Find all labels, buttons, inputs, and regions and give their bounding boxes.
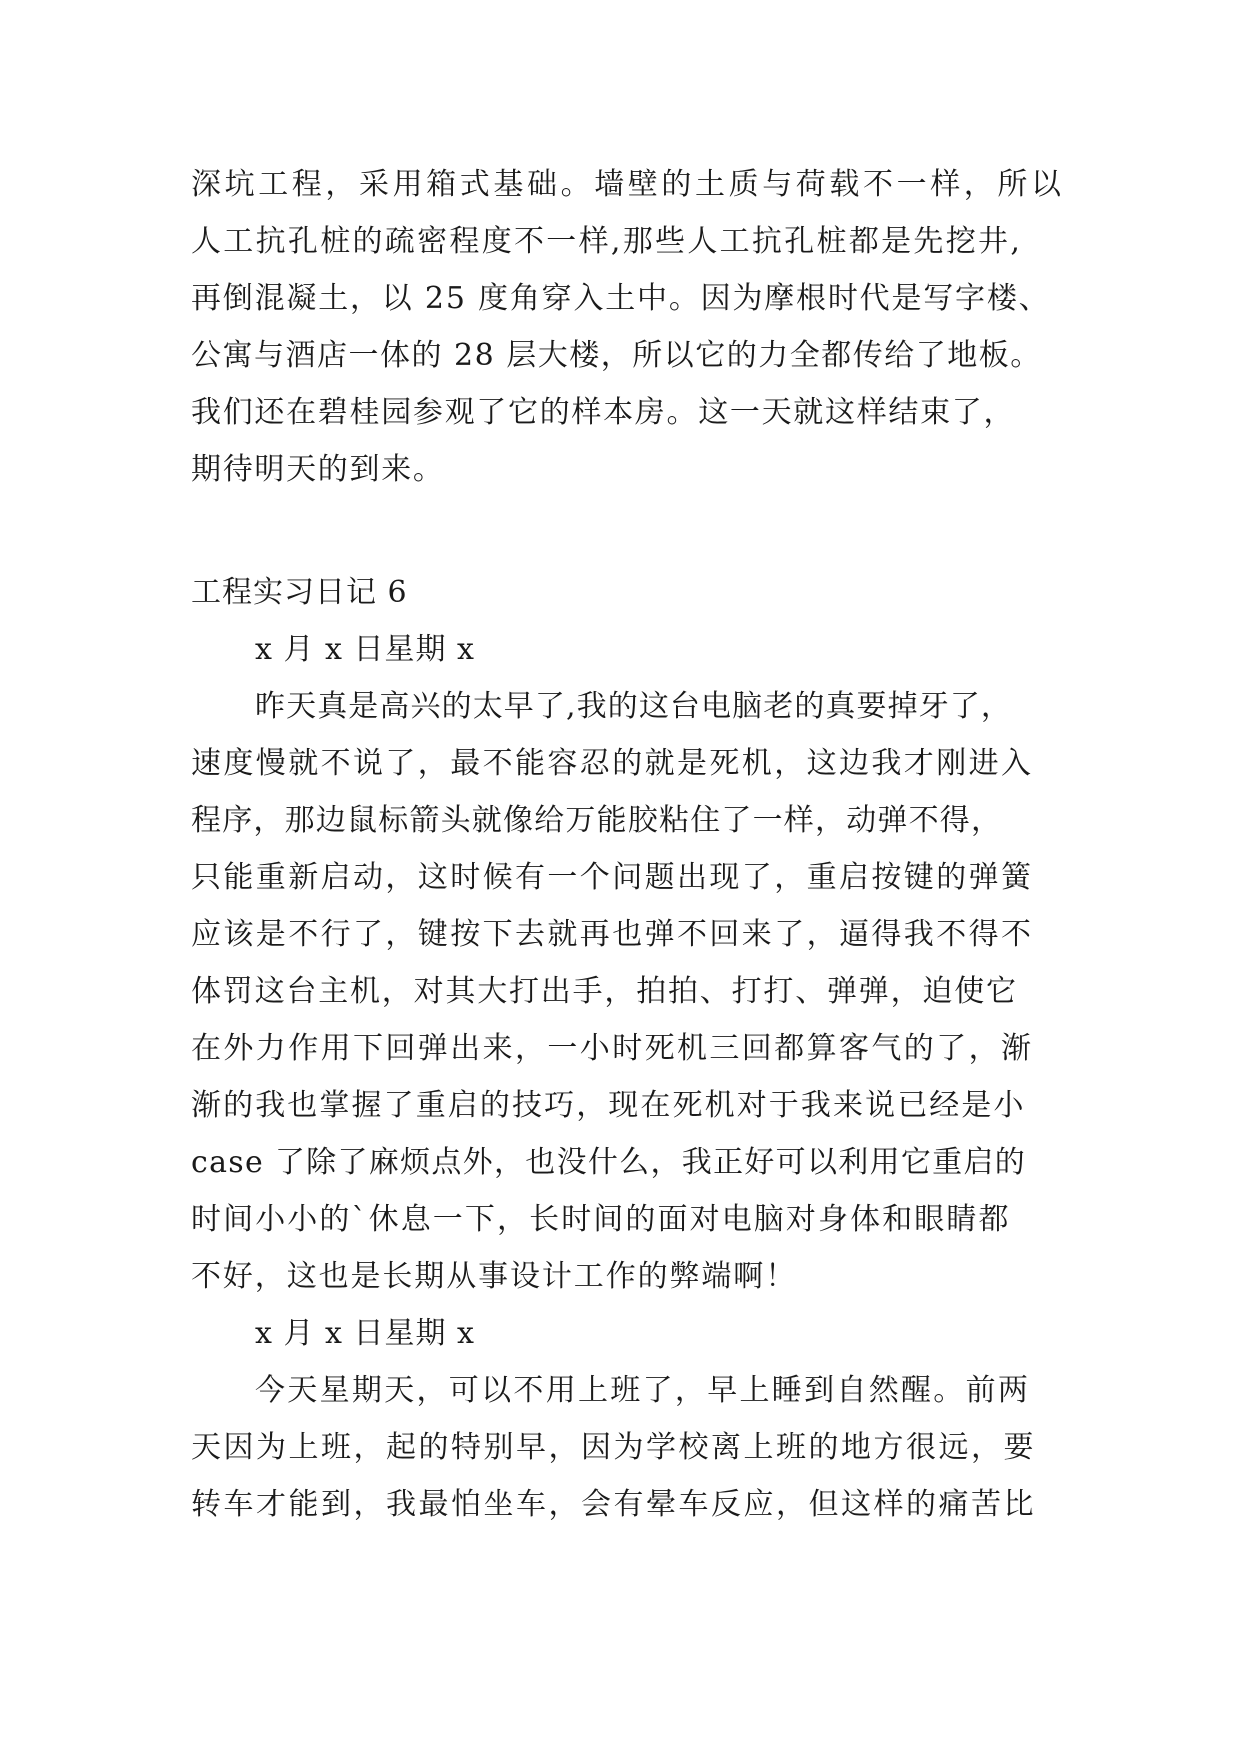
paragraph-line: 程序，那边鼠标箭头就像给万能胶粘住了一样，动弹不得， (191, 803, 1003, 838)
paragraph-line: 人工抗孔桩的疏密程度不一样,那些人工抗孔桩都是先挖井, (191, 224, 1023, 259)
paragraph-line: 渐的我也掌握了重启的技巧，现在死机对于我来说已经是小 (191, 1088, 1026, 1123)
paragraph-line: 转车才能到，我最怕坐车，会有晕车反应，但这样的痛苦比 (191, 1487, 1036, 1522)
paragraph-line: 应该是不行了，键按下去就再也弹不回来了，逼得我不得不 (191, 917, 1034, 952)
entry-date: x 月 x 日星期 x (255, 1316, 475, 1351)
paragraph-line: 公寓与酒店一体的 28 层大楼，所以它的力全都传给了地板。 (191, 338, 1042, 373)
paragraph-line: 在外力作用下回弹出来，一小时死机三回都算客气的了，渐 (191, 1031, 1034, 1066)
entry-date: x 月 x 日星期 x (255, 632, 475, 667)
paragraph-line: 时间小小的`休息一下，长时间的面对电脑对身体和眼睛都 (191, 1202, 1011, 1237)
section-heading: 工程实习日记 6 (191, 575, 408, 610)
paragraph-line: 不好，这也是长期从事设计工作的弊端啊！ (191, 1259, 798, 1294)
paragraph-line: 速度慢就不说了，最不能容忍的就是死机，这边我才刚进入 (191, 746, 1034, 781)
paragraph-line: 天因为上班，起的特别早，因为学校离上班的地方很远，要 (191, 1430, 1036, 1465)
paragraph-line: 昨天真是高兴的太早了,我的这台电脑老的真要掉牙了， (255, 689, 1013, 724)
paragraph-line: 期待明天的到来。 (191, 452, 445, 487)
paragraph-line: 只能重新启动，这时候有一个问题出现了，重启按键的弹簧 (191, 860, 1034, 895)
paragraph-line: 我们还在碧桂园参观了它的样本房。这一天就这样结束了， (191, 395, 1016, 430)
paragraph-line: 体罚这台主机，对其大打出手，拍拍、打打、弹弹，迫使它 (191, 974, 1018, 1009)
paragraph-line: 再倒混凝土，以 25 度角穿入土中。因为摩根时代是写字楼、 (191, 281, 1051, 316)
paragraph-line: case 了除了麻烦点外，也没什么，我正好可以利用它重启的 (191, 1145, 1027, 1180)
paragraph-line: 深坑工程，采用箱式基础。墙壁的土质与荷载不一样，所以 (191, 167, 1065, 202)
paragraph-line: 今天星期天，可以不用上班了，早上睡到自然醒。前两 (255, 1373, 1031, 1408)
